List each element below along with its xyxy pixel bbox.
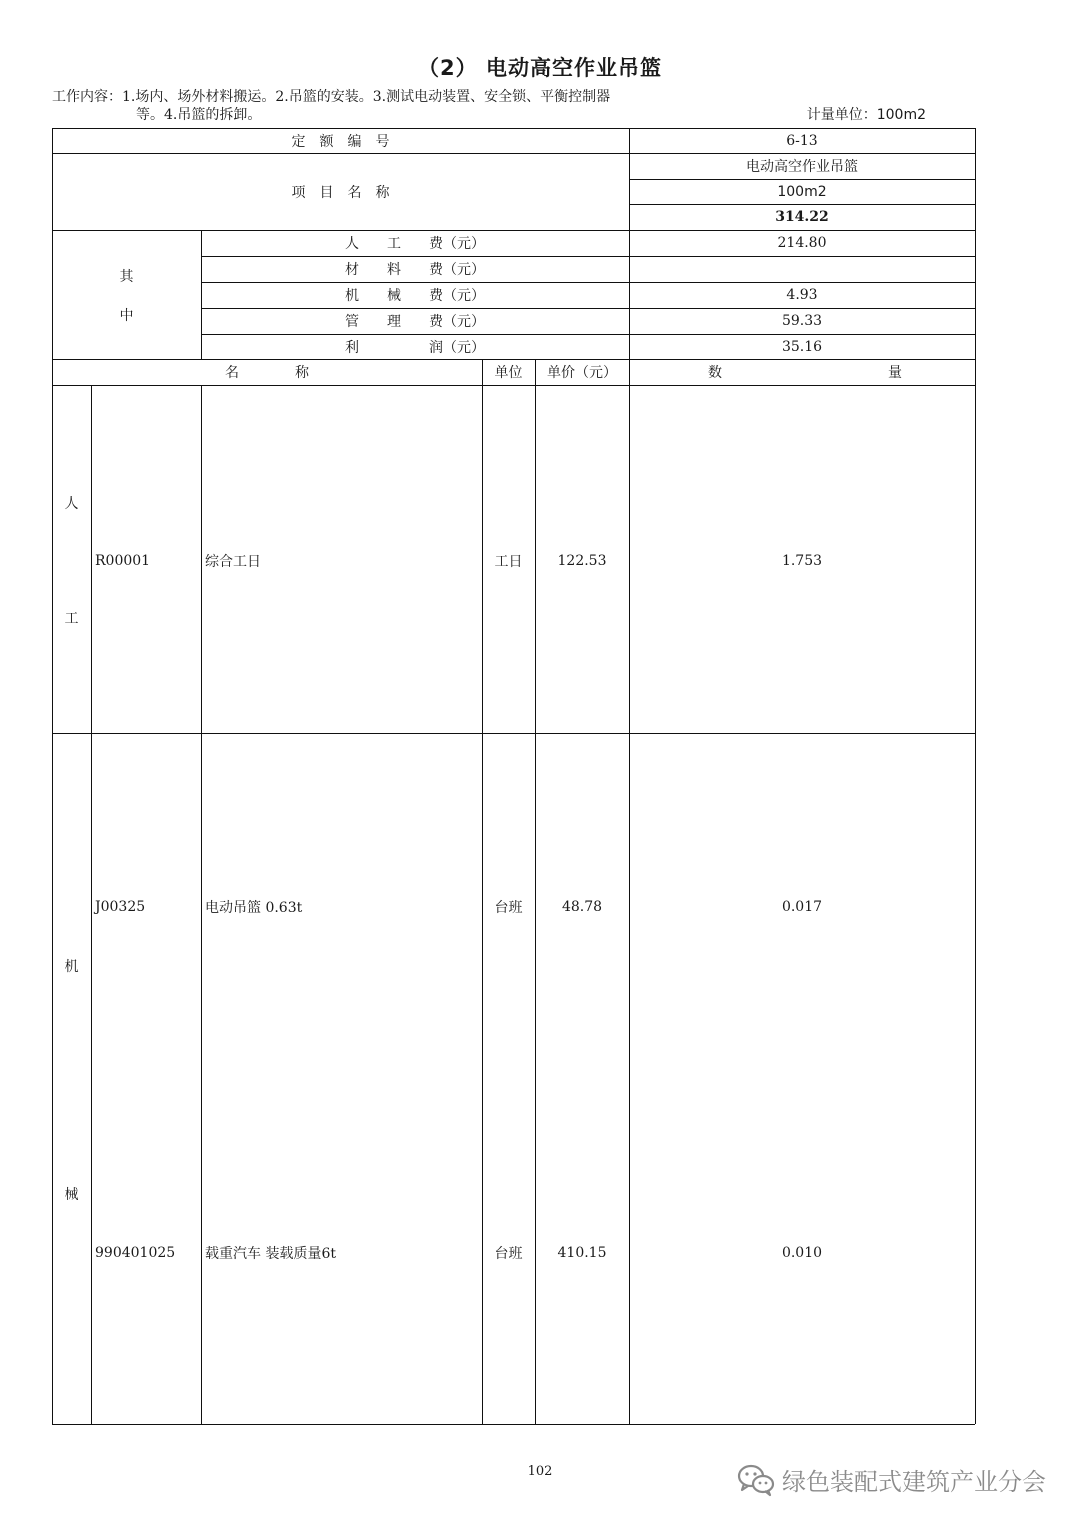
column-unit: 单位 [494,365,523,381]
page-number: 102 [527,1464,553,1479]
breakdown-group-label-1: 其 [119,269,134,285]
column-unit-price: 单价（元） [547,365,617,381]
machine-item-quantity: 0.010 [781,1245,823,1261]
column-quantity-2: 量 [888,365,902,381]
machine-category-2: 械 [64,1187,79,1203]
profit-label: 利 润（元） [345,339,485,356]
labor-item-name: 综合工日 [205,554,261,570]
watermark [736,1462,1046,1497]
machine-item-price: 410.15 [557,1245,607,1261]
machine-category-1: 机 [64,959,79,975]
item-name-label: 项 目 名 称 [291,184,390,201]
machine-item-name: 电动吊篮 0.63t [205,900,303,916]
machine-item-name: 载重汽车 装载质量6t [205,1246,336,1262]
machine-item-code: 990401025 [95,1245,176,1261]
material-cost-value [629,256,975,282]
labor-item-code: R00001 [95,553,151,569]
page-title: （2） 电动高空作业吊篮 [418,56,662,80]
machine-cost-value: 4.93 [786,287,818,303]
item-name: 电动高空作业吊篮 [746,159,858,175]
machine-cost-label: 机 械 费（元） [345,288,485,304]
machine-item-unit: 台班 [494,900,523,916]
machine-item-unit: 台班 [494,1246,523,1262]
machine-item-code: J00325 [95,899,146,915]
management-cost-label: 管 理 费（元） [345,314,485,330]
labor-category-1: 人 [64,496,79,512]
unit-of-measure: 计量单位：100m2 [806,107,926,123]
management-cost-value: 59.33 [781,313,823,329]
quota-number-label: 定 额 编 号 [291,133,390,150]
labor-cost-value: 214.80 [777,235,827,251]
labor-item-unit: 工日 [494,554,523,570]
quota-number: 6-13 [786,132,818,149]
labor-item-quantity: 1.753 [781,553,823,569]
work-content-line-2: 等。4.吊篮的拆卸。 [136,107,262,123]
profit-value: 35.16 [781,338,823,355]
machine-item-quantity: 0.017 [781,899,823,915]
column-name: 名 称 [225,365,309,381]
breakdown-group-label-2: 中 [119,308,134,324]
labor-item-price: 122.53 [557,553,607,569]
base-price: 314.22 [775,209,829,225]
wechat-icon [736,1463,776,1497]
column-quantity-1: 数 [708,365,722,381]
work-content-line-1: 工作内容：1.场内、场外材料搬运。2.吊篮的安装。3.测试电动装置、安全锁、平衡控制器 [52,89,611,105]
watermark-text: 绿色装配式建筑产业分会 [782,1468,1046,1496]
material-cost-label: 材 料 费（元） [345,262,485,278]
labor-category-2: 工 [64,611,79,627]
item-unit: 100m2 [777,183,827,200]
machine-item-price: 48.78 [561,899,603,915]
labor-cost-label: 人 工 费（元） [345,236,485,252]
